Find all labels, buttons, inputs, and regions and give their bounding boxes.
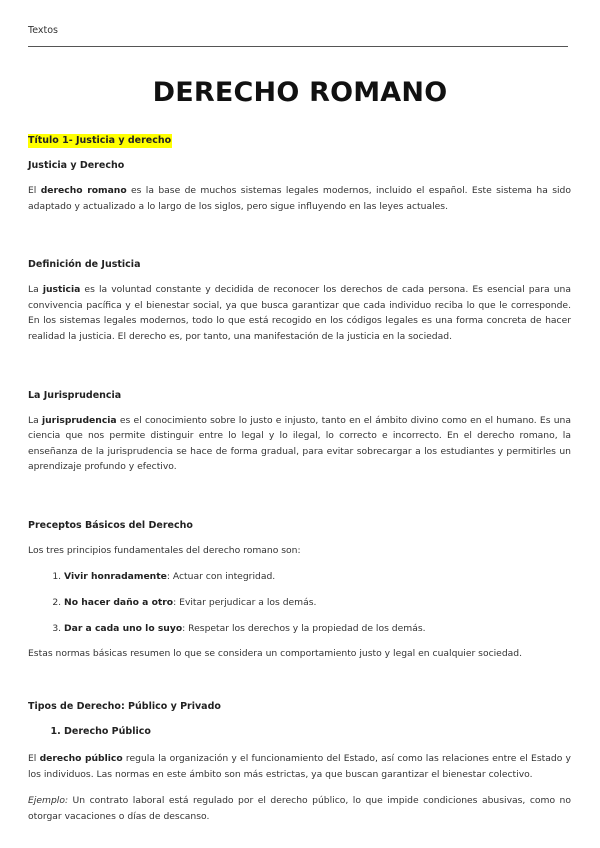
paragraph: Los tres principios fundamentales del derecho romano son: bbox=[28, 544, 301, 556]
section-heading: Definición de Justicia bbox=[28, 259, 141, 271]
paragraph: La justicia es la voluntad constante y decidida de reconocer los derechos de cada persona. Es esencial para una convivencia pacífica y el bienestar social, ya que busca garantizar que cada individuo reciba lo que le corresponde. En los sistemas legales modernos, todo lo que está recogido en los códigos legales es una forma concreta de hacer realidad la justicia. El derecho es, por tanto, una manifestación de la justicia en la sociedad. bbox=[28, 284, 571, 342]
section-heading: Tipos de Derecho: Público y Privado bbox=[28, 701, 221, 713]
section-heading: La Jurisprudencia bbox=[28, 389, 122, 401]
example-label: Ejemplo: bbox=[28, 795, 69, 807]
example-paragraph: Ejemplo: Un contrato laboral está regulado por el derecho público, lo que impide condiciones abusivas, como no otorgar vacaciones o días de descanso. bbox=[28, 795, 571, 822]
sub-heading: 1. Derecho Público bbox=[64, 724, 571, 739]
paragraph: El derecho público regula la organización y el funcionamiento del Estado, así como las relaciones entre el Estado y los individuos. Las normas en este ámbito son más estrictas, ya que buscan garantizar el bienestar colectivo. bbox=[28, 753, 571, 780]
chapter-title: Título 1- Justicia y derecho bbox=[28, 135, 172, 146]
paragraph: El derecho romano es la base de muchos sistemas legales modernos, incluido el español. Este sistema ha sido adaptado y actualizado a lo largo de los siglos, pero sigue influyendo en las leyes actuales. bbox=[28, 185, 571, 212]
section-heading: Justicia y Derecho bbox=[28, 160, 125, 171]
bold-term: justicia bbox=[42, 284, 81, 296]
list-item: 3. Dar a cada uno lo suyo: Respetar los derechos y la propiedad de los demás. bbox=[64, 621, 571, 636]
section-heading: Preceptos Básicos del Derecho bbox=[28, 519, 193, 531]
bold-term: jurisprudencia bbox=[41, 414, 117, 426]
running-header: Textos bbox=[28, 25, 58, 36]
list-item: 2. No hacer daño a otro: Evitar perjudicar a los demás. bbox=[64, 595, 571, 610]
paragraph: La jurisprudencia es el conocimiento sobre lo justo e injusto, tanto en el ámbito divino como en el humano. Es una ciencia que nos permite distinguir entre lo legal y lo ilegal, lo correcto e incorrecto. En el derecho romano, la enseñanza de la jurisprudencia se hace de forma gradual, para evitar sobrecargar a los estudiantes y permitirles un aprendizaje profundo y efectivo. bbox=[28, 414, 571, 473]
document-body bbox=[28, 128, 571, 825]
precepts-list bbox=[28, 569, 571, 636]
bold-term: derecho público bbox=[39, 753, 123, 765]
law-types-list bbox=[28, 724, 571, 739]
list-item: 1. Vivir honradamente: Actuar con integridad. bbox=[64, 569, 571, 584]
paragraph: Estas normas básicas resumen lo que se considera un comportamiento justo y legal en cualquier sociedad. bbox=[28, 647, 523, 659]
bold-term: derecho romano bbox=[40, 185, 127, 196]
header-divider bbox=[28, 46, 568, 47]
document-title: DERECHO ROMANO bbox=[152, 77, 448, 108]
